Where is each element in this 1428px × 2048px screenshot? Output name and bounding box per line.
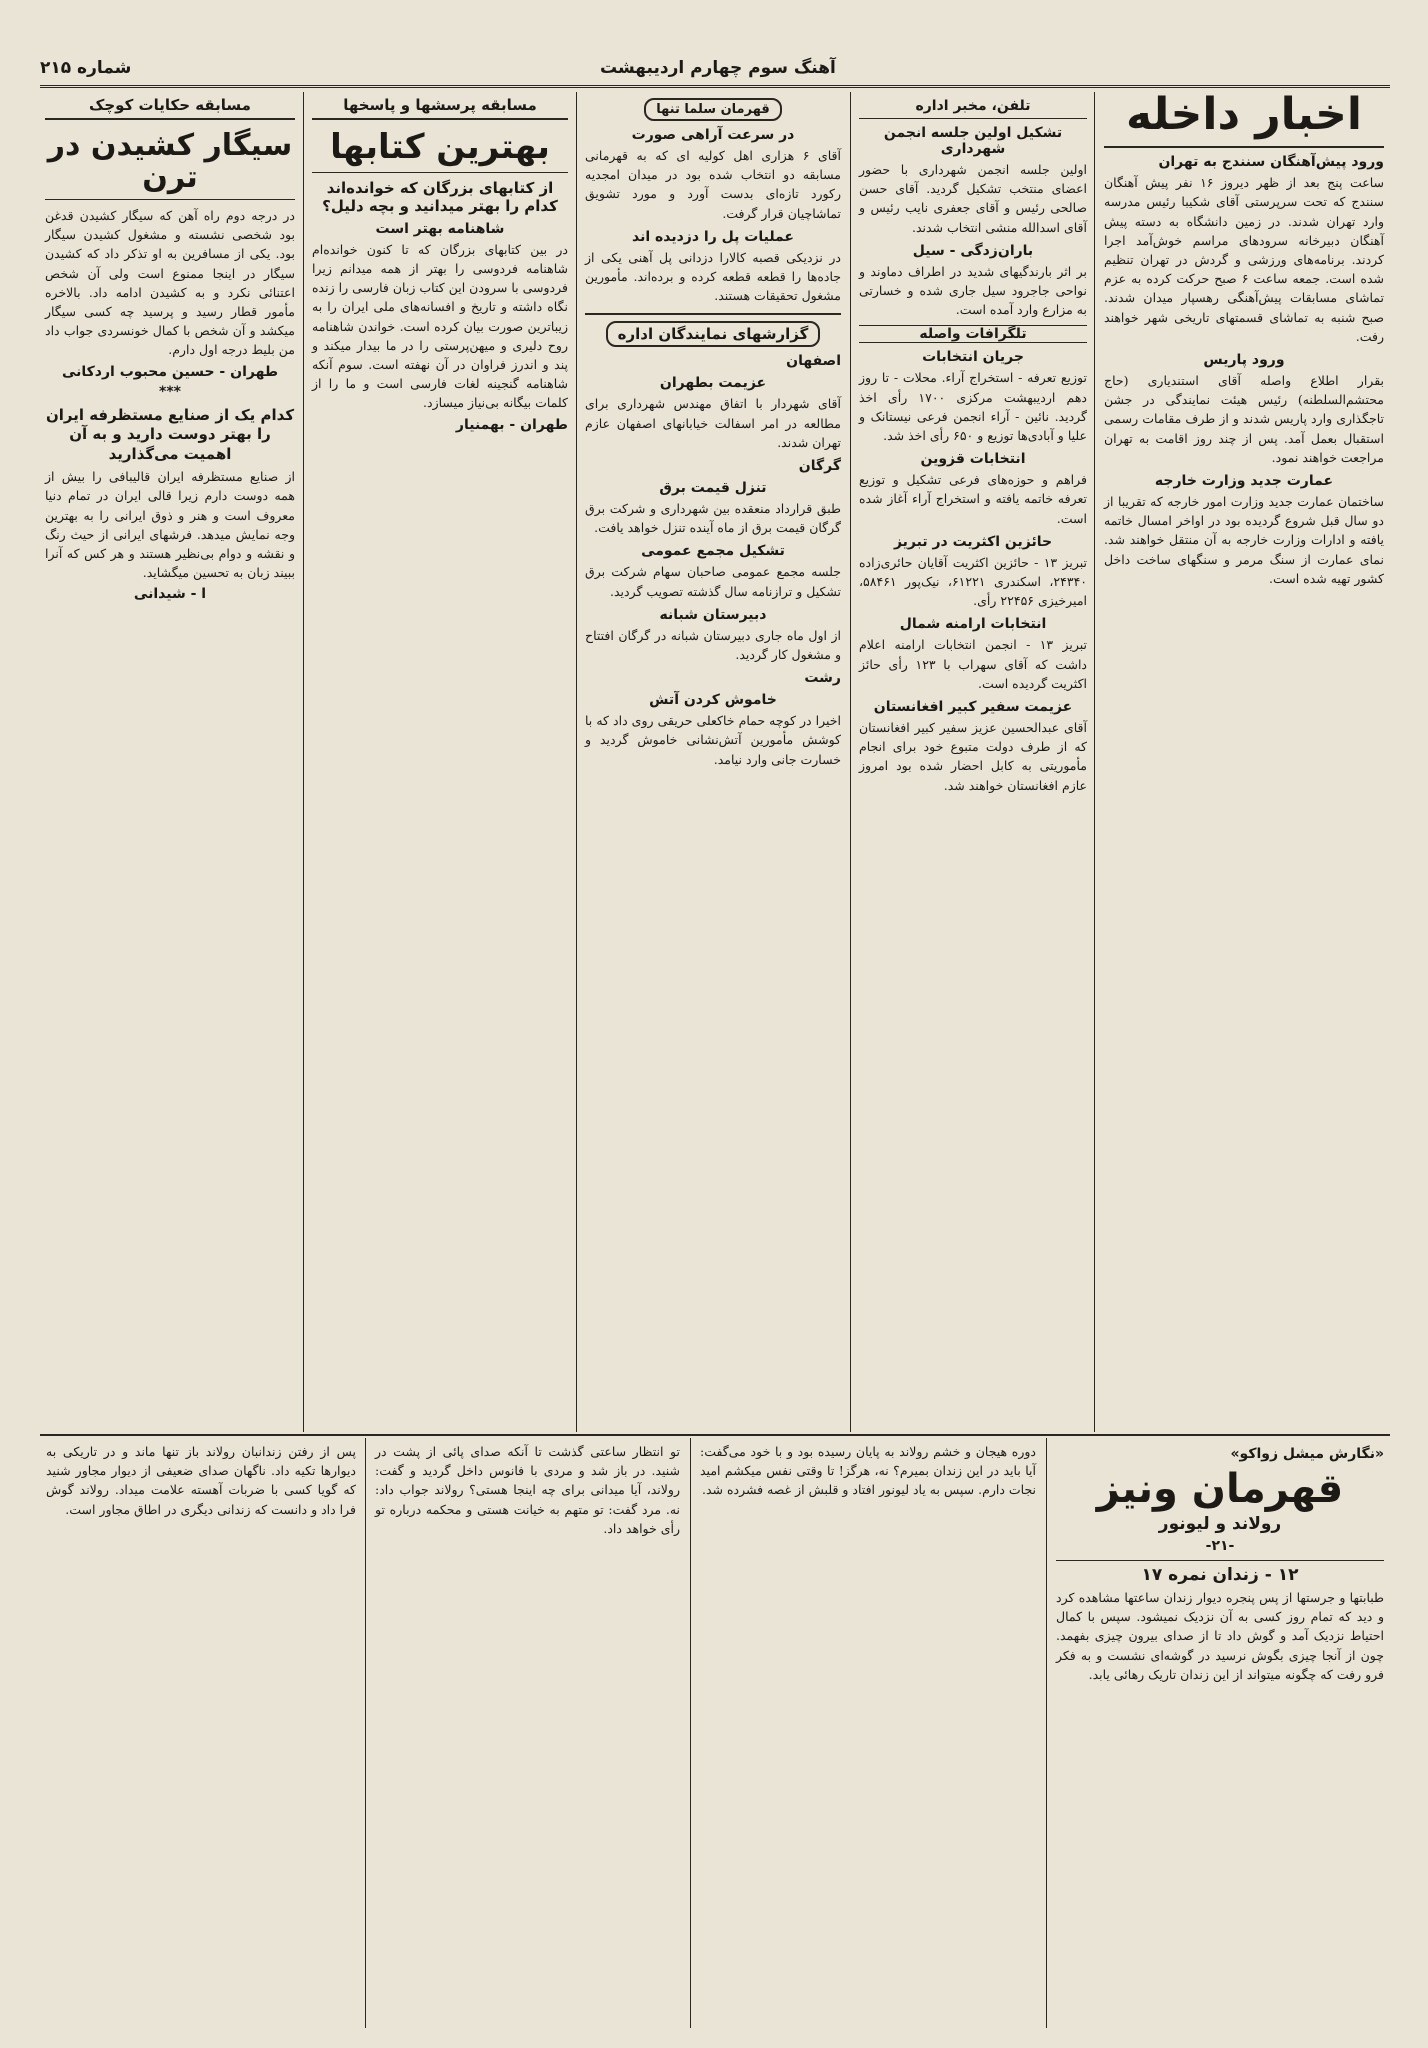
domestic-news-title: اخبار داخله <box>1104 92 1384 148</box>
headline: تشکیل مجمع عمومی <box>641 543 785 560</box>
article-text: ساعت پنج بعد از ظهر دیروز ۱۶ نفر پیش آهنگان سنندج که تحت سرپرستی آقای شکیبا رئیس مدرسه وارد تهران شدند. در زمین دانشگاه به دسته پیش آهنگان دبیرخانه سرودهای مراسم خوش‌آمد اجرا کردند. برنامه‌های ورزشی و گردش در تهران تنظیم شده است. جمعه ساعت ۶ صبح حرکت کرده به عزم تماشای مسابقات پیش‌آهنگی رهسپار میدان شدند. صبح شنبه به تماشای قسمتهای تاریخی شهر خواهند رفت. <box>1104 175 1384 344</box>
column-best-books <box>307 92 573 1432</box>
serial-text: دوره هیجان و خشم رولاند به پایان رسیده بود و با خود می‌گفت: آیا باید در این زندان بمیرم؟ نه، هرگز! تا وقتی نفس میکشم امید نجات دارم. سپس به یاد لیونور افتاد و قلبش از غصه فشرده شد. <box>700 1444 1036 1498</box>
headline: تلگرافات واصله <box>859 325 1087 343</box>
article-text: ساختمان عمارت جدید وزارت امور خارجه که تقریبا از دو سال قبل شروع گردیده بود در اواخر امسال خاتمه یافته و ادارات وزارت خارجه به آن منتقل خواهند شد. نمای عمارت از سنگ مرمر و سنگهای ساخت داخل کشور تهیه شده است. <box>1104 494 1384 586</box>
chapter-head: ۱۲ - زندان نمره ۱۷ <box>1056 1560 1384 1585</box>
masthead-edition: آهنگ سوم چهارم اردیبهشت <box>600 58 836 78</box>
column-short-stories <box>40 92 300 1432</box>
headline: ورود پیش‌آهنگان سنندج به تهران <box>1158 154 1384 171</box>
column-correspondents <box>580 92 846 1432</box>
city-label: گرگان <box>798 458 841 475</box>
masthead <box>40 52 1390 88</box>
headline: عزیمت سفیر کبیر افغانستان <box>873 699 1073 716</box>
headline: باران‌زدگی - سیل <box>912 242 1034 259</box>
serial-column <box>369 1438 686 2028</box>
article-text: آقای شهردار با اتفاق مهندس شهرداری برای مطالعه در امر اسفالت خیابانهای اصفهان عازم تهران شدند. <box>585 396 841 450</box>
section-divider <box>40 1434 1390 1436</box>
best-books-title: بهترین کتابها <box>312 120 568 173</box>
headline: جریان انتخابات <box>922 349 1024 366</box>
article-text: فراهم و حوزه‌های فرعی تشکیل و توزیع تعرفه خاتمه یافته و استخراج آراء آغاز شده است. <box>859 472 1087 526</box>
article-text: اولین جلسه انجمن شهرداری با حضور اعضای منتخب تشکیل گردید. آقای حسن صالحی رئیس و آقای جعفری نایب رئیس و آقای اسدالله منشی انتخاب شدند. <box>859 162 1087 235</box>
section-label: مسابقه پرسشها و پاسخها <box>312 92 568 120</box>
issue-number: شماره ۲۱۵ <box>40 58 132 78</box>
article-text: آقای ۶ هزاری اهل کولیه ای که به قهرمانی مسابقه دو انتخاب شده بود در میدان امجدیه رکورد تازه‌ای بدست آورد و مورد تشویق تماشاچیان قرار گرفت. <box>585 148 841 221</box>
serial-column <box>694 1438 1042 2028</box>
signature: ا - شیدانی <box>133 586 207 603</box>
story-title: سیگار کشیدن در ترن <box>45 120 295 200</box>
headline: انتخابات قزوین <box>920 451 1026 468</box>
headline: در سرعت آراهی صورت <box>631 127 795 143</box>
article-text: در نزدیکی قصبه کالارا دزدانی پل آهنی یکی از جاده‌ها را قطعه قطعه کرده و برده‌اند. مأمورین مشغول تحقیقات هستند. <box>585 249 841 304</box>
column-rule <box>850 92 851 1432</box>
serial-text: تو انتظار ساعتی گذشت تا آنکه صدای پائی از پشت در شنید. در باز شد و مردی با فانوس داخل گردید و گفت: رولاند، آیا میدانی برای چه اینجا هستی؟ رولاند جواب داد: نه. مرد گفت: تو متهم به خیانت هستی و محکمه درباره تو رأی خواهد داد. <box>375 1444 680 1536</box>
city-label: اصفهان <box>786 353 841 370</box>
serial-header-column <box>1050 1438 1390 2028</box>
column-rule <box>365 1438 366 2028</box>
question-head: از کتابهای بزرگان که خوانده‌اند کدام را بهتر میدانید و بچه دلیل؟ <box>322 178 558 215</box>
headline: شاهنامه بهتر است <box>375 220 505 237</box>
headline: خاموش کردن آتش <box>649 692 777 709</box>
article-text: آقای عبدالحسین عزیز سفیر کبیر افغانستان که از طرف دولت متبوع خود برای انجام مأموریتی به کابل احضار شده بود امروز عازم افغانستان خواهند شد. <box>859 720 1087 793</box>
article-text: توزیع تعرفه - استخراج آراء. محلات - تا روز دهم اردیبهشت مرکزی ۱۷۰۰ رأی اخذ گردید. نائین - آراء انجمن فرعی نیستانک و علیا و آبادی‌ها توزیع و ۶۵۰ رأی اخذ شد. <box>859 370 1087 444</box>
column-rule <box>1094 92 1095 1432</box>
column-domestic-news <box>1098 92 1390 1432</box>
column-rule <box>1046 1438 1047 2028</box>
column-rule <box>303 92 304 1432</box>
serial-text: طبابتها و جرستها از پس پنجره دیوار زندان ساعتها مشاهده کرد و دید که تمام روز کسی به آن نزدیک نمیشود. سپس با کمال احتیاط نزدیک آمد و گوش داد تا از صدای بیرون چیزی بفهمد. چون از آنجا چیزی بگوش نرسید در گوشه‌ای نشست و به فکر فرو رفت که چگونه میتواند از این زندان تاریک رهائی یابد. <box>1056 1590 1384 1682</box>
article-text: جلسه مجمع عمومی صاحبان سهام شرکت برق تشکیل و ترازنامه سال گذشته تصویب گردید. <box>585 564 841 599</box>
headline: عمارت جدید وزارت خارجه <box>1154 473 1334 490</box>
separator-stars: *** <box>159 383 181 400</box>
article-text: بر اثر بارندگیهای شدید در اطراف دماوند و نواحی جاجرود سیل جاری شده و خسارتی به مزارع وارد آمده است. <box>859 263 1087 318</box>
serial-text: پس از رفتن زندانبان رولاند باز تنها ماند و در تاریکی به دیوارها تکیه داد. ناگهان صدای ضعیفی از دیوار مجاور شنید که گویا کسی با ضربات آهسته علامت میداد. رولاند گوش فرا داد و دانست که زندانی دیگری در اطاق مجاور است. <box>46 1444 356 1517</box>
serial-title: قهرمان ونیز <box>1096 1466 1344 1512</box>
column-rule <box>690 1438 691 2028</box>
headline: دبیرستان شبانه <box>659 606 767 623</box>
serial-subtitle: رولاند و لیونور <box>1158 1514 1282 1534</box>
article-text: اخیرا در کوچه حمام خاکعلی حریقی روی داد که با کوشش مأمورین آتش‌نشانی خاموش گردید و خسارت جانی وارد نیامد. <box>585 713 841 767</box>
article-text: تبریز ۱۳ - حائزین اکثریت آقایان حائری‌زاده ۲۴۳۴۰، اسکندری ۶۱۲۲۱، نیک‌پور ۵۸۴۶۱، امیرخیزی ۲۲۴۵۶ رأی. <box>859 554 1087 609</box>
headline: ورود پاریس <box>1203 352 1285 369</box>
serial-part: -۲۱- <box>1205 1538 1235 1554</box>
article-text: در بین کتابهای بزرگان که تا کنون خوانده‌ام شاهنامه فردوسی را بهتر از همه میدانم زیرا فردوسی با سرودن این کتاب زبان فارسی را زنده نگاه داشته و تاریخ و افسانه‌های ملی ایران را به زیباترین صورت بیان کرده است. خواندن شاهنامه روح دلیری و میهن‌پرستی را در ما بیدار میکند و پند و اندرز فراوان در آن نهفته است. سوم آنکه شاهنامه گنجینه لغات فارسی است و ما را از کلمات بیگانه بی‌نیاز میسازد. <box>312 241 568 411</box>
article-text: تبریز ۱۳ - انجمن انتخابات ارامنه اعلام داشت که آقای سهراب با ۱۲۳ رأی حائز اکثریت گردیده است. <box>859 637 1088 691</box>
question-head: کدام یک از صنایع مستظرفه ایران را بهتر دوست دارید و به آن اهمیت می‌گذارید <box>45 405 295 463</box>
headline: انتخابات ارامنه شمال <box>899 616 1047 633</box>
section-label: قهرمان سلما تنها <box>644 98 782 121</box>
section-label: مسابقه حکایات کوچک <box>45 92 295 120</box>
article-text: بقرار اطلاع واصله آقای استندیاری (حاج محتشم‌السلطنه) رئیس هیئت نمایندگی در جشن تاجگذاری وارد پاریس شدند و از طرف مقامات رسمی استقبال بعمل آمد. پس از چند روز اقامت به تهران مراجعت خواهند نمود. <box>1104 373 1384 465</box>
serial-column <box>40 1438 362 2028</box>
section-label: تلفن، مخبر اداره <box>859 98 1087 119</box>
column-rule <box>576 92 577 1432</box>
signature: طهران - حسین محبوب اردکانی <box>61 363 279 380</box>
article-text: در درجه دوم راه آهن که سیگار کشیدن قدغن بود شخصی نشسته و مشغول کشیدن سیگار بود. یکی از مسافرین به او تذکر داد که کشیدن سیگار در اینجا ممنوع است ولی آن شخص اعتنائی نکرد و به کشیدن ادامه داد. بالاخره مأمور قطار رسید و پرسید چه کسی سیگار میکشد و آن شخص با کمال خونسردی جواب داد من بلیط درجه اول دارم. <box>45 208 295 358</box>
article-text: از صنایع مستظرفه ایران قالیبافی را بیش از همه دوست دارم زیرا قالی ایران در تمام دنیا معروف است و هنر و ذوق ایرانی را به بهترین وجه نمایش میدهد. فرشهای ایرانی از حیث رنگ و نقشه و دوام بی‌نظیر هستند و هر کس که آنرا ببیند زبان به تحسین میگشاید. <box>45 469 295 581</box>
column-local-reports <box>854 92 1092 1432</box>
headline: تشکیل اولین جلسه انجمن شهرداری <box>883 125 1063 157</box>
section-label: گزارشهای نمایندگان اداره <box>606 321 821 347</box>
signature: طهران - بهمنیار <box>455 416 568 433</box>
headline: تنزل قیمت برق <box>659 480 767 497</box>
serial-byline: «نگارش میشل زواکو» <box>1230 1446 1384 1462</box>
city-label: رشت <box>804 670 841 687</box>
headline: حائزین اکثریت در تبریز <box>893 533 1053 550</box>
article-text: طبق قرارداد منعقده بین شهرداری و شرکت برق گرگان قیمت برق از ماه آینده تنزل خواهد یافت. <box>585 501 841 536</box>
headline: عزیمت بطهران <box>659 375 767 392</box>
article-text: از اول ماه جاری دبیرستان شبانه در گرگان افتتاح و مشغول کار گردید. <box>585 627 841 663</box>
headline: عملیات پل را دزدیده اند <box>632 228 794 245</box>
